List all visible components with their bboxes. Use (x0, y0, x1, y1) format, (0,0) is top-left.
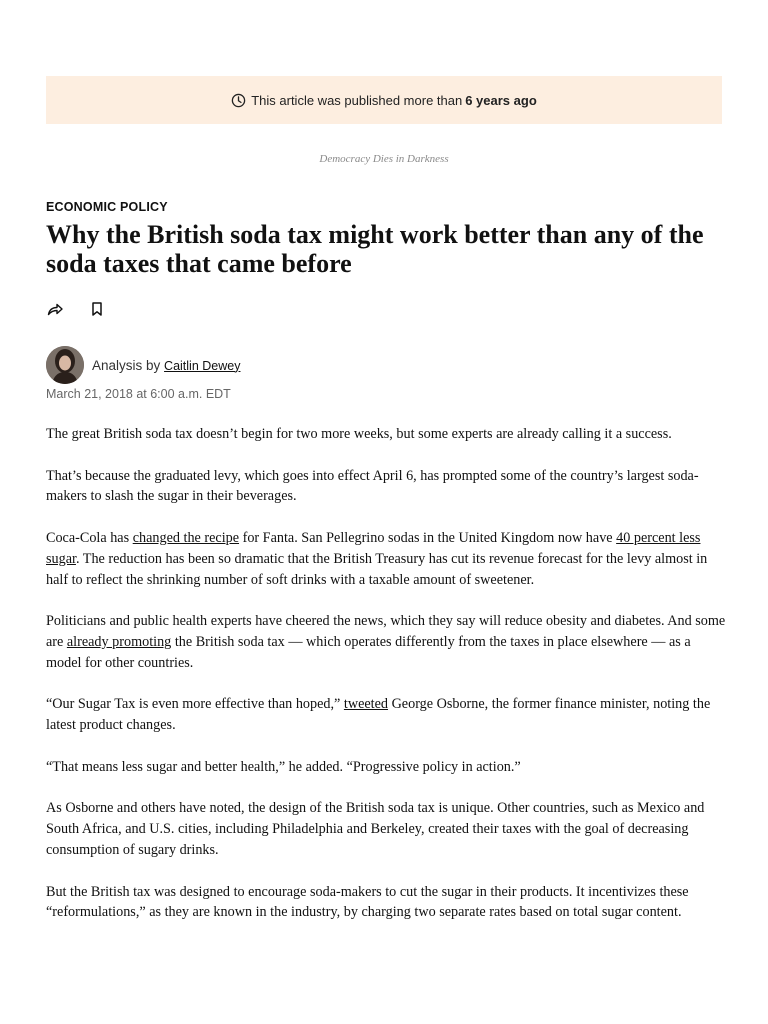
paragraph: “That means less sugar and better health,” he added. “Progressive policy in action.” (46, 758, 521, 775)
link-changed-the-recipe[interactable]: changed the recipe (132, 529, 240, 546)
author-link[interactable]: Caitlin Dewey (164, 358, 241, 373)
paragraph-text: . The reduction has been so dramatic that the British Treasury has cut its revenue forecast for the levy almost in half to reflect the shrinking number of soft drinks with a taxable amount of sweetener. (46, 550, 708, 588)
paragraph: But the British tax was designed to encourage soda-makers to cut the sugar in their products. It incentivizes these “reformulations,” as they are known in the industry, by charging two separate rates based on total sugar content. (46, 883, 689, 921)
publish-date: March 21, 2018 at 6:00 a.m. EDT (46, 387, 231, 401)
paragraph-text: Coca-Cola has (46, 529, 133, 546)
paragraph (46, 528, 726, 590)
article-tools (46, 300, 106, 318)
link-40-percent-less-sugar[interactable]: 40 percent less sugar (46, 529, 701, 567)
paragraph-text: George Osborne, the former finance minister, noting the latest product changes. (46, 696, 711, 734)
link-already-promoting[interactable]: already promoting (66, 633, 172, 650)
article-headline: Why the British soda tax might work better than any of the soda taxes that came before (46, 220, 704, 278)
article-body (46, 424, 726, 944)
bookmark-button[interactable] (88, 300, 106, 318)
paragraph-text: “Our Sugar Tax is even more effective than hoped,” (46, 696, 344, 713)
share-button[interactable] (46, 300, 64, 318)
section-kicker[interactable]: ECONOMIC POLICY (46, 200, 168, 214)
paragraph-text: for Fanta. San Pellegrino sodas in the United Kingdom now have (239, 529, 617, 546)
archive-notice-age: 6 years ago (465, 92, 537, 108)
paragraph: The great British soda tax doesn’t begin for two more weeks, but some experts are already calling it a success. (46, 426, 672, 442)
paragraph: That’s because the graduated levy, which goes into effect April 6, has prompted some of the country’s largest soda-makers to slash the sugar in their beverages. (46, 467, 699, 505)
paragraph (46, 694, 726, 736)
archive-notice-banner (46, 76, 722, 124)
share-icon (46, 300, 64, 318)
paragraph: As Osborne and others have noted, the design of the British soda tax is unique. Other countries, such as Mexico and South Africa, and U.S. cities, including Philadelphia and Berkeley, created their taxes with the goal of decreasing consumption of sugary drinks. (46, 800, 705, 858)
byline (46, 346, 240, 384)
clock-icon (231, 93, 246, 108)
link-tweeted[interactable]: tweeted (343, 696, 389, 713)
paragraph-text: Politicians and public health experts have cheered the news, which they say will reduce obesity and diabetes. And some are (46, 613, 726, 650)
bookmark-icon (88, 300, 106, 318)
byline-text (92, 358, 240, 373)
archive-notice-text: This article was published more than (251, 92, 463, 108)
paragraph-text: the British soda tax — which operates differently from the taxes in place elsewhere — as a model for other countries. (46, 633, 691, 671)
byline-prefix: Analysis by (92, 357, 161, 373)
paragraph (46, 611, 726, 673)
author-avatar[interactable] (46, 346, 84, 384)
tagline: Democracy Dies in Darkness (319, 153, 449, 165)
